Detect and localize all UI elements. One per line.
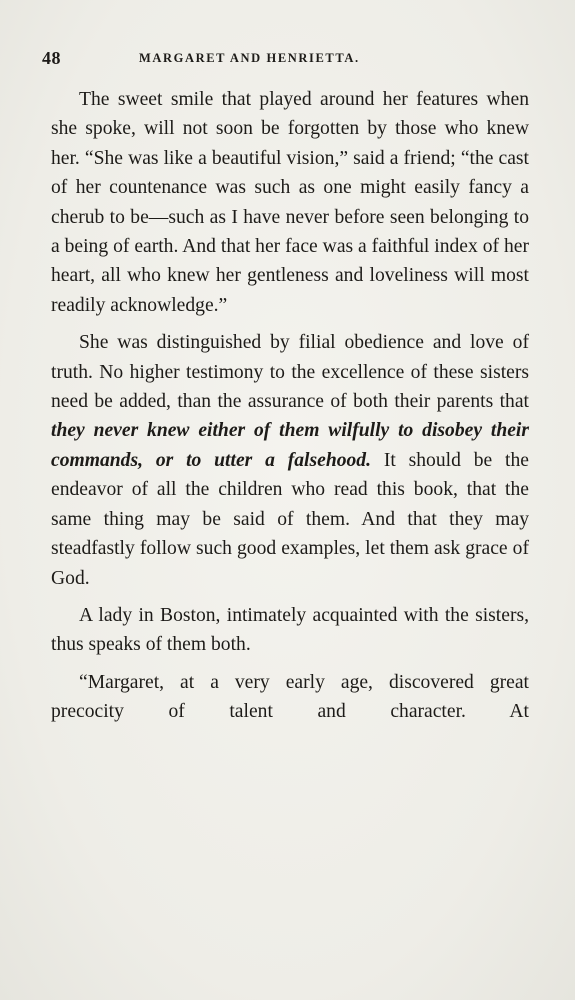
page-number: 48 (42, 48, 61, 68)
paragraph-2 (51, 328, 529, 593)
paragraph-1: The sweet smile that played around her features when she spoke, will not soon be forgotten by those who knew her. “She was like a beautiful vision,” said a friend; “the cast of her countenance was such as one might easily fancy a cherub to be—such as I have never before seen belonging to a being of earth. And that her face was a faithful index of her heart, all who knew her gentleness and loveliness will most readily acknowledge.” (51, 89, 529, 316)
body-text (51, 85, 529, 727)
running-title: MARGARET AND HENRIETTA. (139, 51, 360, 65)
page-header (42, 48, 532, 72)
paragraph-4: “Margaret, at a very early age, discovered great precocity of talent and character. At (51, 671, 529, 723)
paragraph-3: A lady in Boston, intimately acquainted with the sisters, thus speaks of them both. (51, 604, 529, 656)
paragraph-2-italic: they never knew either of them wilfully to disobey their commands, or to utter a falsehood. (51, 420, 529, 471)
paragraph-2-start: She was distinguished by filial obedience and love of truth. No higher testimony to the excellence of these sisters need be added, than the assurance of both their parents that (51, 332, 529, 413)
paragraph-2-end: It should be the endeavor of all the children who read this book, that the same thing may be said of them. And that they may steadfastly follow such good examples, let them ask grace of God. (51, 449, 529, 589)
